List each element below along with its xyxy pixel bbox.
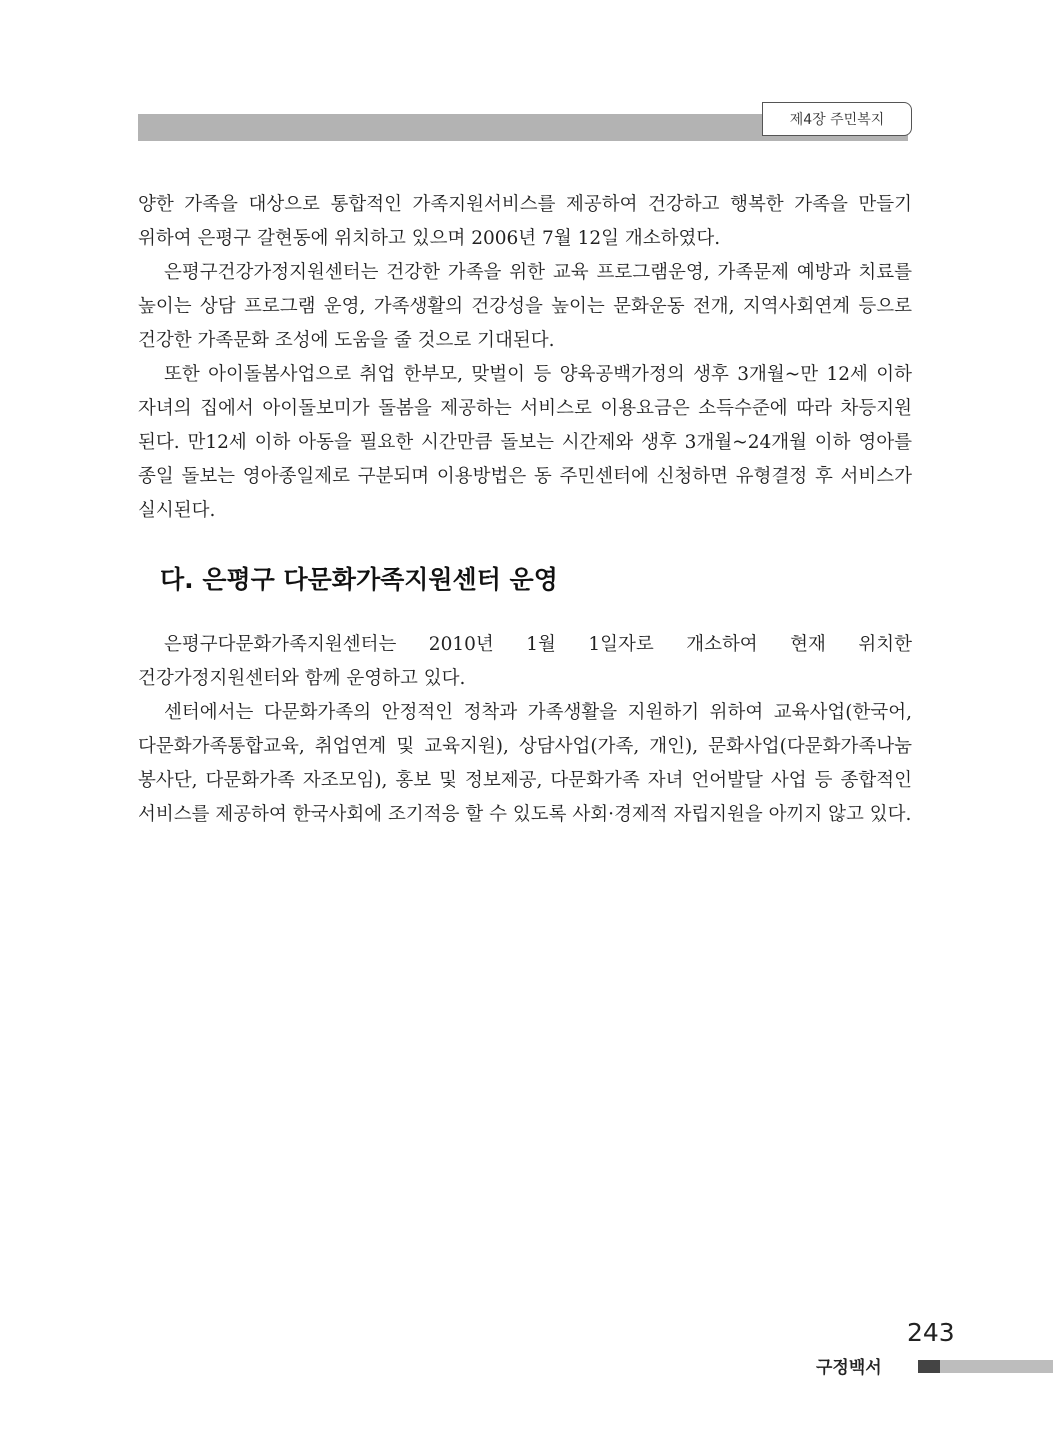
paragraph-center-services: 센터에서는 다문화가족의 안정적인 정착과 가족생활을 지원하기 위하여 교육사업(한국어, 다문화가족통합교육, 취업연계 및 교육지원), 상담사업(가족, 개인), 문화사업(다문화가족나눔 봉사단, 다문화가족 자조모임), 홍보 및 정보제공, 다문화가족 자녀 언어발달 사업 등 종합적인 서비스를 제공하여 한국사회에 조기적응 할 수 있도록 사회·경제적 자립지원을 아끼지 않고 있다. — [138, 702, 912, 825]
footer-bar-dark — [918, 1360, 940, 1373]
footer-bar-light — [940, 1360, 1053, 1373]
chapter-label: 제4장 주민복지 — [789, 112, 885, 128]
publication-label: 구정백서 — [816, 1358, 882, 1378]
page-number: 243 — [907, 1318, 955, 1347]
paragraph-health-center: 은평구건강가정지원센터는 건강한 가족을 위한 교육 프로그램운영, 가족문제 예방과 치료를 높이는 상담 프로그램 운영, 가족생활의 건강성을 높이는 문화운동 전개, 지역사회연계 등으로 건강한 가족문화 조성에 도움을 줄 것으로 기대된다. — [138, 262, 912, 351]
page-body — [138, 188, 912, 832]
paragraph-multicultural-center: 은평구다문화가족지원센터는 2010년 1월 1일자로 개소하여 현재 위치한 건강가정지원센터와 함께 운영하고 있다. — [138, 634, 912, 689]
section-title: 다. 은평구 다문화가족지원센터 운영 — [160, 565, 558, 594]
paragraph-continued: 양한 가족을 대상으로 통합적인 가족지원서비스를 제공하여 건강하고 행복한 가족을 만들기 위하여 은평구 갈현동에 위치하고 있으며 2006년 7월 12일 개소하였다. — [138, 194, 912, 249]
chapter-tab — [762, 102, 912, 136]
paragraph-childcare: 또한 아이돌봄사업으로 취업 한부모, 맞벌이 등 양육공백가정의 생후 3개월~만 12세 이하 자녀의 집에서 아이돌보미가 돌봄을 제공하는 서비스로 이용요금은 소득수준에 따라 차등지원 된다. 만12세 이하 아동을 필요한 시간만큼 돌보는 시간제와 생후 3개월~24개월 이하 영아를 종일 돌보는 영아종일제로 구분되며 이용방법은 동 주민센터에 신청하면 유형결정 후 서비스가 실시된다. — [138, 364, 912, 521]
